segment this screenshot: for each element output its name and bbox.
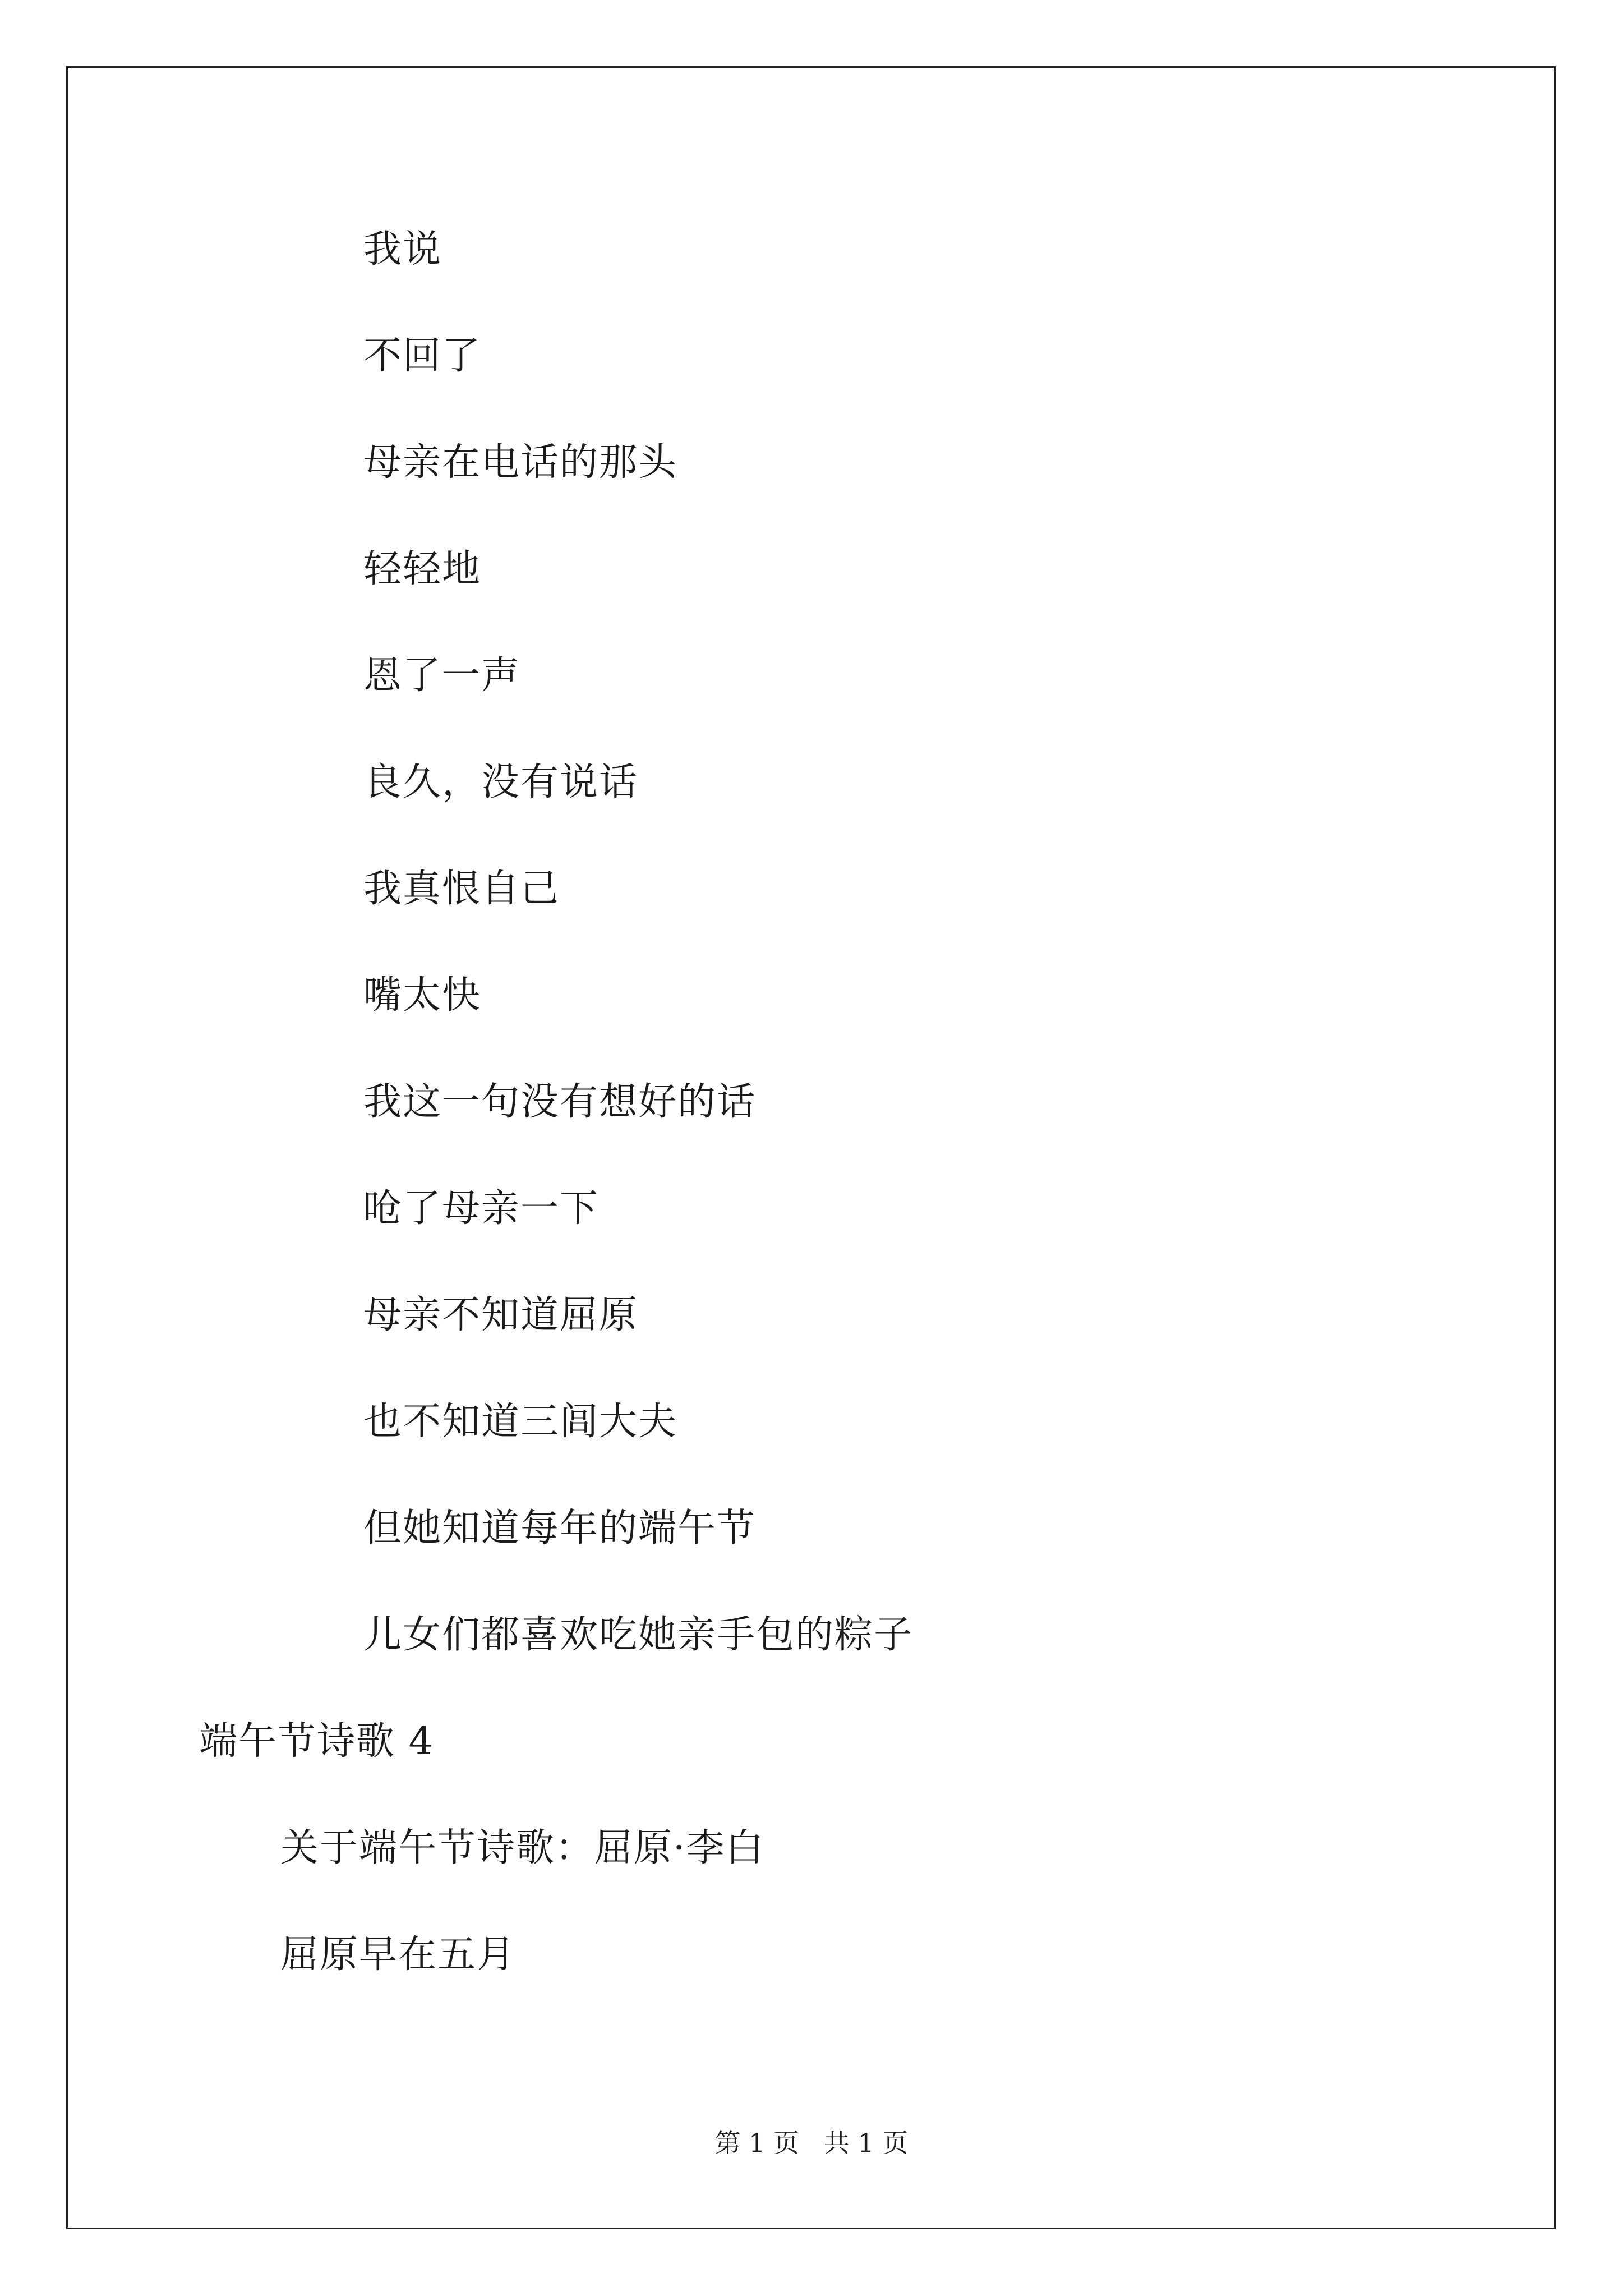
poem-line: 呛了母亲一下: [363, 1186, 600, 1231]
page-footer: 第 1 页 共 1 页: [714, 2128, 909, 2158]
page-border: [66, 66, 1556, 2229]
poem-line: 恩了一声: [363, 654, 521, 698]
poem-line: 不回了: [363, 334, 482, 378]
poem-line: 我这一句没有想好的话: [363, 1080, 757, 1124]
section-subtitle: 关于端午节诗歌：屈原·李白: [280, 1826, 765, 1870]
poem-first-line: 屈原早在五月: [280, 1932, 517, 1977]
poem-line: 儿女们都喜欢吃她亲手包的粽子: [363, 1613, 914, 1657]
section-heading: 端午节诗歌 4: [199, 1719, 434, 1764]
poem-line: 母亲在电话的那头: [363, 440, 678, 485]
poem-line: 良久，没有说话: [363, 760, 639, 804]
poem-line: 轻轻地: [363, 547, 482, 591]
poem-line: 嘴太快: [363, 973, 482, 1018]
poem-line: 我说: [363, 227, 442, 272]
poem-line: 我真恨自己: [363, 867, 560, 911]
poem-line: 也不知道三闾大夫: [363, 1400, 678, 1444]
poem-line: 但她知道每年的端午节: [363, 1506, 757, 1550]
poem-line: 母亲不知道屈原: [363, 1293, 639, 1337]
